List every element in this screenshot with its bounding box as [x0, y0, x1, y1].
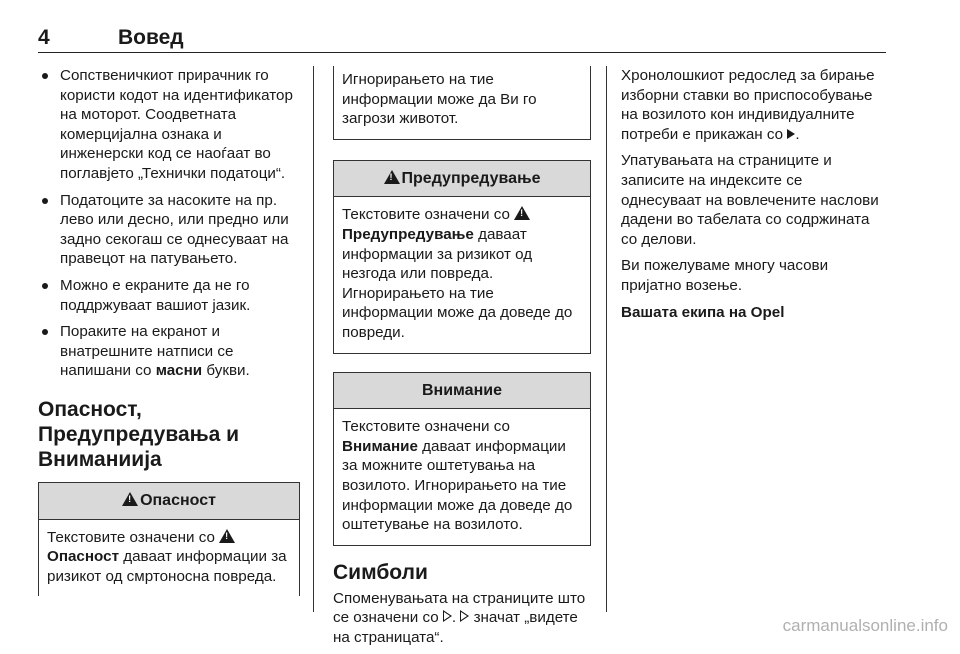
- section-title: Опасност, Предупредувања и Вниманиија: [38, 397, 240, 471]
- column-divider: [313, 66, 314, 612]
- text: Споменувањата на страниците што се означени со: [333, 589, 586, 627]
- bullet-list: [38, 66, 300, 381]
- page-number: 4: [38, 26, 50, 49]
- warning-triangle-icon: [514, 206, 530, 220]
- warning-box: [333, 160, 591, 354]
- text: Текстовите означени со: [342, 418, 510, 436]
- paragraph: [621, 66, 883, 144]
- box-title: Опасност: [140, 491, 216, 509]
- watermark: carmanualsonline.info: [782, 616, 948, 635]
- text: даваат информации за ризикот од незгода или повреда. Игнорирањето на тие информации може да доведе до повреди.: [342, 225, 573, 341]
- text: Текстовите означени со: [47, 528, 220, 546]
- symbols-paragraph: [333, 589, 591, 648]
- page-reference-icon: [460, 610, 469, 622]
- bold-word: Внимание: [342, 437, 418, 455]
- danger-box-continued: [333, 66, 591, 140]
- danger-box-header: [39, 483, 299, 520]
- signature: Вашата екипа на Opel: [621, 303, 785, 321]
- text: Пораките на екранот и внатрешните натписи се напишани со: [60, 323, 234, 380]
- list-item: [38, 322, 300, 381]
- text: .: [795, 125, 800, 143]
- box-body: Игнорирањето на тие информации може да Ви го загрози животот.: [342, 71, 537, 128]
- bold-word: Предупредување: [342, 225, 474, 243]
- page-title: Вовед: [118, 26, 184, 49]
- danger-box: [38, 482, 300, 596]
- bold-word: Опасност: [47, 548, 120, 566]
- text: букви.: [202, 362, 250, 380]
- paragraph: Упатувањата на страниците и записите на индексите се однесуваат на вовлечените наслови дадени во табелата со содржината со делови.: [621, 152, 879, 248]
- text: Хронолошкиот редослед за бирање изборни ставки во приспособувањe на возилото кон индивидуалните потреби е прикажан со: [621, 67, 875, 143]
- caution-box-body: [334, 409, 590, 545]
- caution-box-header: Внимание: [334, 373, 590, 410]
- list-item: Можно е екраните да не го поддржуваат вашиот јазик.: [38, 276, 300, 315]
- column-2: [333, 66, 591, 654]
- column-1: [38, 66, 300, 596]
- text: значат „видете на страницата“.: [333, 609, 578, 646]
- column-divider: [606, 66, 607, 612]
- list-item: Податоците за насоките на пр. лево или десно, или предно или задно секогаш се однесуваат на правецот на патувањето.: [38, 191, 300, 269]
- text: даваат информации за можните оштетувања на возилото. Игнорирањето на тие информации може да доведе до оштетување на возилото.: [342, 437, 573, 534]
- bold-word: масни: [155, 362, 203, 380]
- warning-triangle-icon: [384, 170, 400, 184]
- text: Текстовите означени со: [342, 206, 515, 224]
- caution-box: [333, 372, 591, 546]
- warning-box-header: [334, 161, 590, 198]
- warning-box-body: [334, 197, 590, 352]
- warning-triangle-icon: [219, 529, 235, 543]
- symbols-title: Симболи: [333, 560, 428, 584]
- text: даваат информации за ризикот од смртоносна повреда.: [47, 548, 287, 585]
- page-reference-icon: [443, 610, 452, 622]
- page-header: [38, 26, 886, 53]
- column-3: [621, 66, 883, 329]
- list-item: Сопственичкиот прирачник го користи кодот на идентификатор на моторот. Соодветната комерцијална ознака и инженерски код се наоѓаат во поглавјето „Технички податоци“.: [38, 66, 300, 184]
- warning-triangle-icon: [122, 492, 138, 506]
- box-title: Предупредување: [401, 169, 541, 187]
- paragraph: Ви пожелуваме многу часови пријатно возење.: [621, 257, 829, 294]
- text: .: [451, 609, 461, 627]
- danger-box-body: [39, 520, 299, 597]
